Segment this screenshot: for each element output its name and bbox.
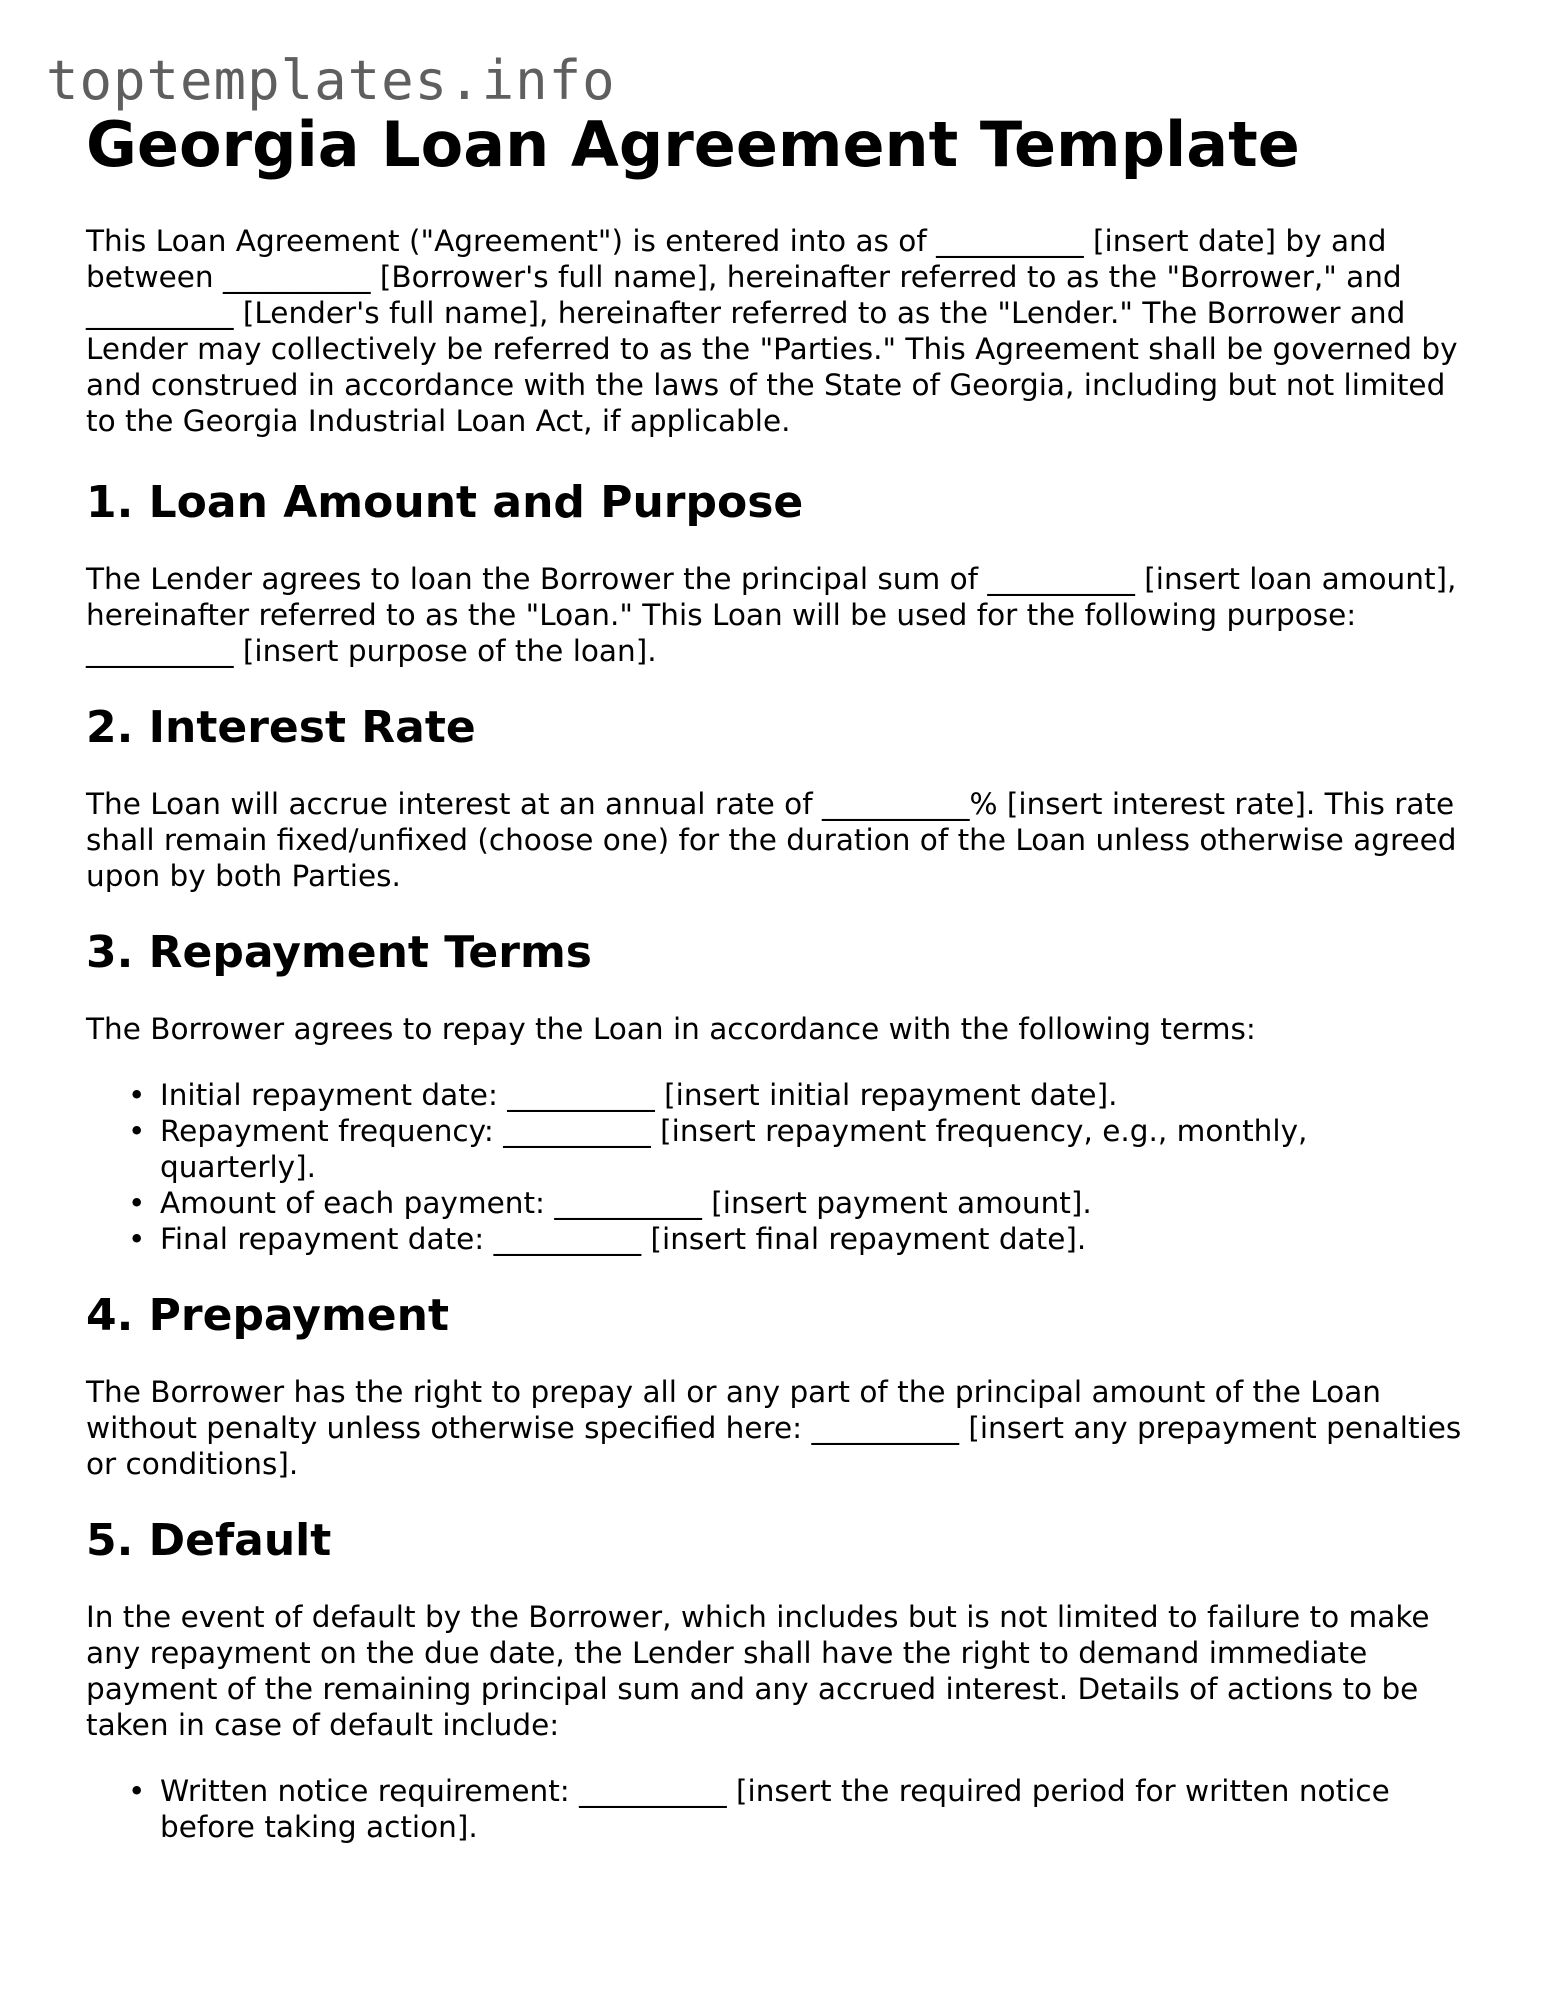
document-page (86, 105, 1466, 1845)
bullet-icon: • (128, 1186, 146, 1220)
list-item (128, 1185, 1466, 1221)
section-default (86, 1513, 1466, 1845)
section-heading: 1. Loan Amount and Purpose (86, 477, 804, 528)
section-loan-amount (86, 475, 1466, 669)
bullet-icon: • (128, 1222, 146, 1256)
section-body: The Lender agrees to loan the Borrower the principal sum of __________ [insert loan amount], hereinafter referred to as the "Loan." This Loan will be used for the following purpose: __________ [insert purpose of the loan]. (86, 562, 1457, 668)
list-item (128, 1077, 1466, 1113)
section-heading: 5. Default (86, 1515, 332, 1566)
watermark: toptemplates.info (46, 49, 616, 112)
list-item (128, 1221, 1466, 1257)
section-body: The Borrower has the right to prepay all or any part of the principal amount of the Loan without penalty unless otherwise specified here: __________ [insert any prepayment penalties or conditions]. (86, 1375, 1462, 1481)
section-heading: 3. Repayment Terms (86, 927, 592, 978)
section-repayment-terms (86, 925, 1466, 1257)
section-prepayment (86, 1288, 1466, 1482)
bullet-icon: • (128, 1114, 146, 1148)
section-body: In the event of default by the Borrower, which includes but is not limited to failure to make any repayment on the due date, the Lender shall have the right to demand immediate payment of the remaining principal sum and any accrued interest. Details of actions to be taken in case of default include: (86, 1600, 1430, 1742)
list-item (128, 1773, 1466, 1845)
list-item-text: Initial repayment date: __________ [insert initial repayment date]. (160, 1078, 1118, 1112)
document-title: Georgia Loan Agreement Template (86, 108, 1300, 181)
repayment-terms-list (86, 1077, 1466, 1257)
section-body: The Loan will accrue interest at an annual rate of __________% [insert interest rate]. This rate shall remain fixed/unfixed (choose one) for the duration of the Loan unless otherwise agreed upon by both Parties. (86, 787, 1457, 893)
list-item-text: Amount of each payment: __________ [insert payment amount]. (160, 1186, 1092, 1220)
list-item (128, 1113, 1466, 1185)
bullet-icon: • (128, 1078, 146, 1112)
default-actions-list (86, 1773, 1466, 1845)
list-item-text: Repayment frequency: __________ [insert repayment frequency, e.g., monthly, quarterly]. (160, 1114, 1308, 1184)
intro-paragraph: This Loan Agreement ("Agreement") is entered into as of __________ [insert date] by and between __________ [Borrower's full name], hereinafter referred to as the "Borrower," and __________ [Lender's full name], hereinafter referred to as the "Lender." The Borrower and Lender may collectively be referred to as the "Parties." This Agreement shall be governed by and construed in accordance with the laws of the State of Georgia, including but not limited to the Georgia Industrial Loan Act, if applicable. (86, 224, 1458, 438)
bullet-icon: • (128, 1774, 146, 1808)
section-body: The Borrower agrees to repay the Loan in accordance with the following terms: (86, 1012, 1256, 1046)
list-item-text: Final repayment date: __________ [insert final repayment date]. (160, 1222, 1087, 1256)
section-interest-rate (86, 700, 1466, 894)
list-item-text: Written notice requirement: __________ [insert the required period for written notice before taking action]. (160, 1774, 1390, 1844)
section-heading: 2. Interest Rate (86, 702, 476, 753)
section-heading: 4. Prepayment (86, 1290, 449, 1341)
